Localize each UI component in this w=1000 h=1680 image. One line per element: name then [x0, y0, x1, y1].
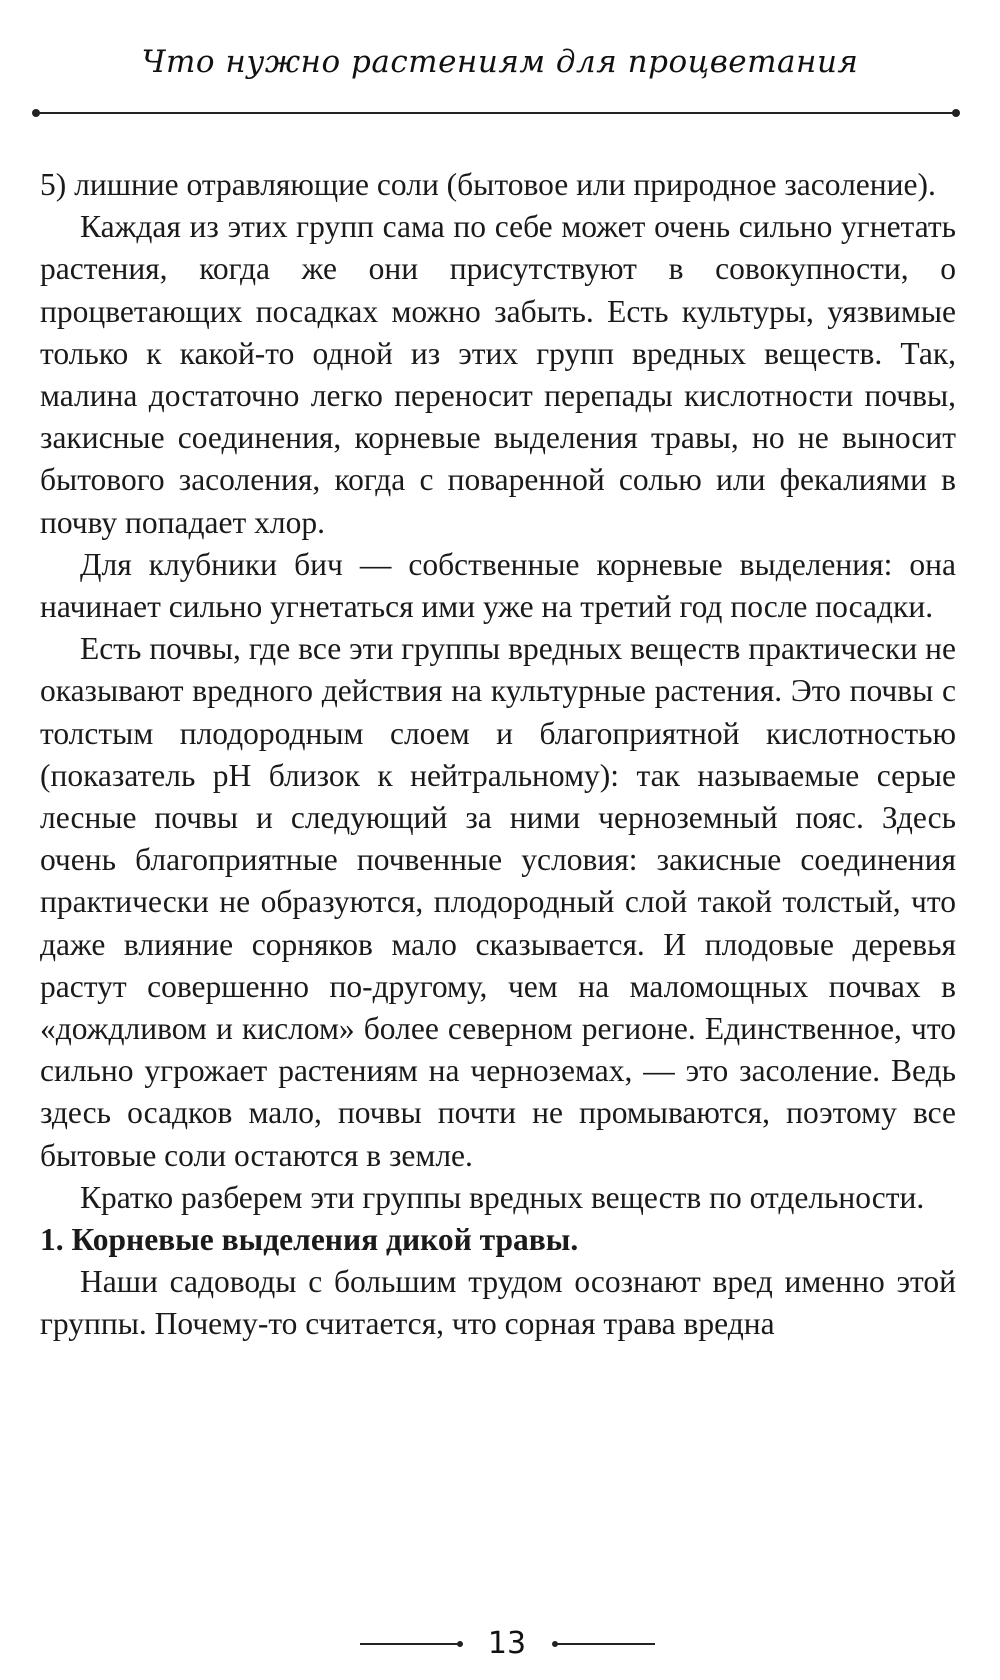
- paragraph: Наши садоводы с большим трудом осознают вред именно этой группы. Почему-то считается, что сорная трава вредна: [40, 1264, 956, 1342]
- page-footer: [0, 1624, 1000, 1664]
- footer-rule-left: [360, 1643, 460, 1645]
- paragraph: Каждая из этих групп сама по себе может очень сильно угнетать растения, когда же они присутствуют в совокупности, о процветающих посадках можно забыть. Есть культуры, уязвимые только к какой-то одной из этих групп вредных веществ. Так, малина достаточно легко переносит перепады кислотности почвы, закисные соединения, корневые выделения травы, но не выносит бытового засоления, когда с поваренной солью или фекалиями в почву попадает хлор.: [40, 209, 956, 540]
- paragraph: Для клубники бич — собственные корневые выделения: она начинает сильно угнетаться ими уже на третий год после посадки.: [40, 546, 956, 625]
- body-text: [40, 164, 956, 1346]
- page-number: 13: [487, 1626, 527, 1661]
- paragraph: 5) лишние отравляющие соли (бытовое или природное засоление).: [40, 167, 936, 202]
- paragraph: Кратко разберем эти группы вредных веществ по отдельности.: [80, 1179, 925, 1215]
- section-heading: 1. Корневые выделения дикой травы.: [40, 1222, 579, 1258]
- footer-rule-right: [555, 1643, 655, 1645]
- header-rule: [36, 112, 956, 114]
- running-head: Что нужно растениям для процветания: [141, 44, 859, 80]
- paragraph: Есть почвы, где все эти группы вредных веществ практически не оказывают вредного действия на культурные растения. Это почвы с толстым плодородным слоем и благоприятной кислотностью (показатель pH близок к нейтральному): так называемые серые лесные почвы и следующий за ними черноземный пояс. Здесь очень благоприятные почвенные условия: закисные соединения практически не образуются, плодородный слой такой толстый, что даже влияние сорняков мало сказывается. И плодовые деревья растут совершенно по-другому, чем на маломощных почвах в «дождливом и кислом» более северном регионе. Единственное, что сильно угрожает растениям на черноземах, — это засоление. Ведь здесь осадков мало, почвы почти не промываются, поэтому все бытовые соли остаются в земле.: [40, 631, 956, 1173]
